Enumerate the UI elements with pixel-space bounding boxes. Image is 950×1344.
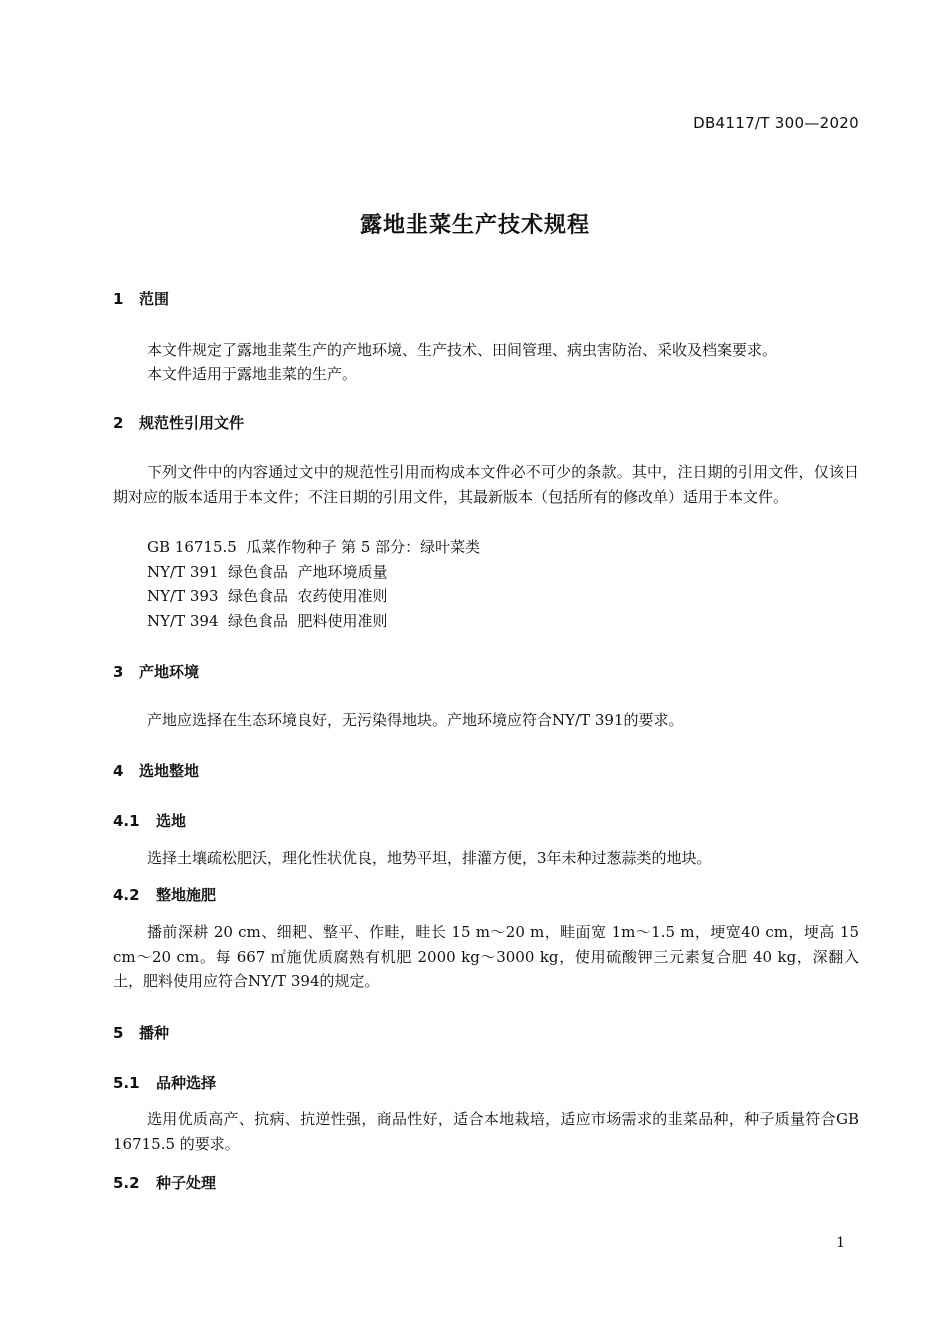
section-title: 选地整地 <box>139 762 200 780</box>
section-number: 5 <box>113 1024 124 1042</box>
paragraph: 本文件规定了露地韭菜生产的产地环境、生产技术、田间管理、病虫害防治、采收及档案要求。 <box>147 341 778 359</box>
section-number: 1 <box>113 290 124 308</box>
section-heading-1 <box>113 288 169 309</box>
subsection-heading-4-2 <box>113 884 216 905</box>
section-title: 品种选择 <box>156 1074 217 1092</box>
paragraph: 下列文件中的内容通过文中的规范性引用而构成本文件必不可少的条款。其中，注日期的引用文件，仅该日期对应的版本适用于本文件；不注日期的引用文件，其最新版本（包括所有的修改单）适用于本文件。 <box>113 463 859 506</box>
section-title: 产地环境 <box>139 663 200 681</box>
section-number: 3 <box>113 663 124 681</box>
document-title: 露地韭菜生产技术规程 <box>359 213 590 238</box>
reference-item: NY/T 393 绿色食品 农药使用准则 <box>147 587 388 605</box>
section-heading-5 <box>113 1022 169 1043</box>
section-title: 播种 <box>139 1024 170 1042</box>
section-title: 选地 <box>156 812 187 830</box>
reference-item: NY/T 394 绿色食品 肥料使用准则 <box>147 611 388 630</box>
reference-item: NY/T 391 绿色食品 产地环境质量 <box>147 562 388 581</box>
section-number: 4 <box>113 762 124 780</box>
paragraph: 产地应选择在生态环境良好，无污染得地块。产地环境应符合NY/T 391的要求。 <box>147 711 684 729</box>
reference-item: GB 16715.5 瓜菜作物种子 第 5 部分：绿叶菜类 <box>147 538 481 556</box>
paragraph: 选择土壤疏松肥沃，理化性状优良，地势平坦，排灌方便，3年未种过葱蒜类的地块。 <box>147 849 712 867</box>
subsection-heading-5-2 <box>113 1172 216 1193</box>
paragraph: 选用优质高产、抗病、抗逆性强，商品性好，适合本地栽培，适应市场需求的韭菜品种，种子质量符合GB 16715.5 的要求。 <box>113 1110 859 1153</box>
paragraph: 本文件适用于露地韭菜的生产。 <box>147 365 358 383</box>
subsection-heading-5-1 <box>113 1072 216 1093</box>
document-code: DB4117/T 300—2020 <box>693 114 859 132</box>
section-number: 4.1 <box>113 812 140 830</box>
paragraph: 播前深耕 20 cm、细耙、整平、作畦，畦长 15 m～20 m，畦面宽 1m～1.5 m，埂宽40 cm，埂高 15 cm～20 cm。每 667 ㎡施优质腐熟有机肥 2000 kg～3000 kg，使用硫酸钾三元素复合肥 40 kg，深翻入土，肥料使用应符合NY/T 394的规定。 <box>113 923 859 990</box>
page-number: 1 <box>836 1235 845 1251</box>
section-title: 范围 <box>139 290 170 308</box>
section-heading-2 <box>113 412 244 433</box>
section-number: 5.1 <box>113 1074 140 1092</box>
section-number: 4.2 <box>113 886 140 904</box>
section-number: 5.2 <box>113 1174 140 1192</box>
reference-list <box>147 535 480 633</box>
section-heading-4 <box>113 760 199 781</box>
section-title: 种子处理 <box>156 1174 217 1192</box>
section-heading-3 <box>113 661 199 682</box>
section-title: 整地施肥 <box>156 886 217 904</box>
subsection-heading-4-1 <box>113 810 186 831</box>
section-title: 规范性引用文件 <box>139 414 245 432</box>
section-number: 2 <box>113 414 124 432</box>
